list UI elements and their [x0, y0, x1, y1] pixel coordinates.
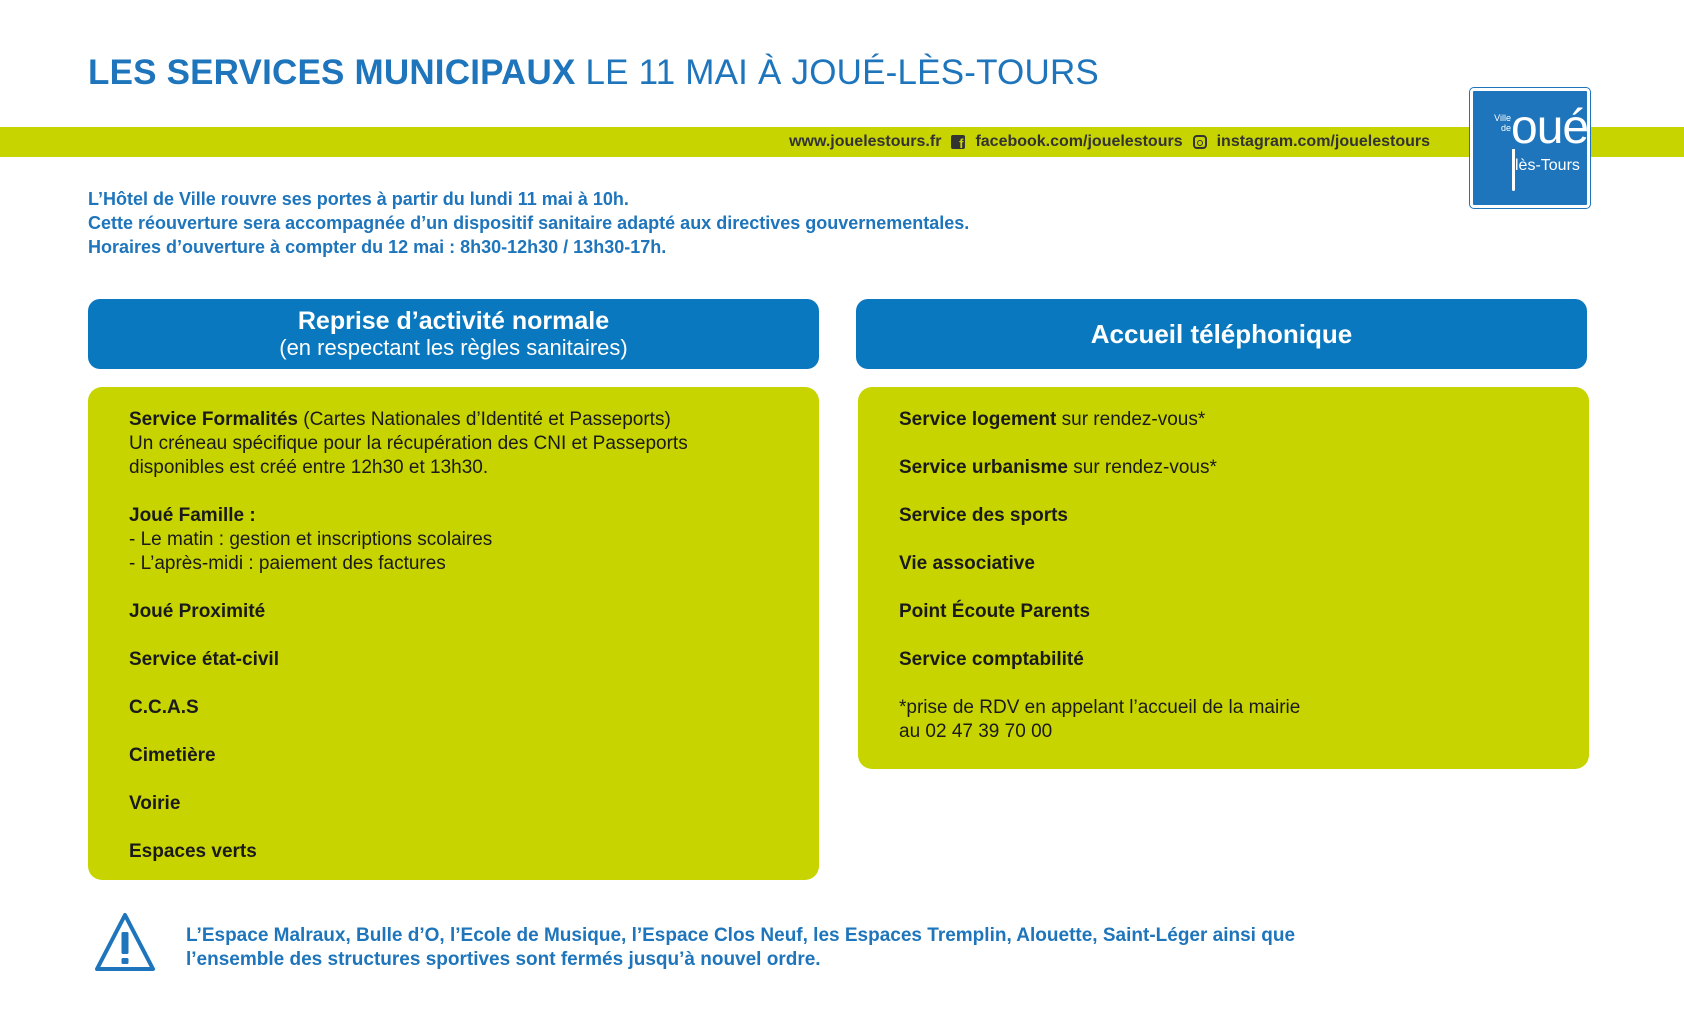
normal-activity-subtitle: (en respectant les règles sanitaires) [279, 335, 628, 360]
joue-les-tours-logo [1470, 88, 1590, 208]
intro-line: Cette réouverture sera accompagnée d’un dispositif sanitaire adapté aux directives gouvernementales. [88, 213, 970, 233]
joue-famille-name: Joué Famille : [129, 505, 256, 526]
instagram-icon [1193, 135, 1207, 149]
logo-ville-text: Ville [1494, 113, 1511, 123]
service-item [129, 744, 819, 768]
phone-service-item [899, 600, 1589, 624]
service-formalites-detail: (Cartes Nationales d’Identité et Passeports) [297, 409, 671, 430]
phone-service-item [899, 504, 1589, 528]
phone-service-name: Service des sports [899, 505, 1068, 526]
service-item-name: Voirie [129, 793, 181, 814]
phone-reception-header [856, 299, 1587, 369]
page-title-bold: LES SERVICES MUNICIPAUX [88, 53, 576, 92]
intro-line: Horaires d’ouverture à compter du 12 mai : 8h30-12h30 / 13h30-17h. [88, 237, 667, 257]
phone-service-name: Point Écoute Parents [899, 601, 1091, 622]
page-title [88, 52, 1099, 94]
service-item-name: Espaces verts [129, 841, 257, 862]
phone-service-note: sur rendez-vous* [1067, 457, 1217, 478]
facebook-icon [951, 135, 965, 149]
phone-service-item [899, 456, 1589, 480]
closure-warning-line: L’Espace Malraux, Bulle d’O, l’Ecole de Musique, l’Espace Clos Neuf, les Espaces Tremplin, Alouette, Saint-Léger ainsi que [186, 925, 1296, 946]
phone-service-item [899, 648, 1589, 672]
phone-service-item [899, 552, 1589, 576]
normal-activity-title: Reprise d’activité normale [297, 307, 610, 335]
intro-line: L’Hôtel de Ville rouvre ses portes à partir du lundi 11 mai à 10h. [88, 189, 629, 209]
phone-service-name: Service urbanisme [899, 457, 1068, 478]
joue-famille-line: - Le matin : gestion et inscriptions scolaires [129, 529, 493, 550]
phone-service-note: sur rendez-vous* [1056, 409, 1206, 430]
phone-service-name: Service logement [899, 409, 1057, 430]
appointment-phone: au 02 47 39 70 00 [899, 721, 1053, 742]
service-item [129, 600, 819, 624]
service-item [129, 792, 819, 816]
normal-activity-panel [88, 387, 819, 880]
service-item-name: Cimetière [129, 745, 216, 766]
service-item-name: C.C.A.S [129, 697, 199, 718]
phone-service-name: Vie associative [899, 553, 1035, 574]
website-link[interactable]: www.jouelestours.fr [789, 133, 942, 150]
joue-famille-line: - L’après-midi : paiement des factures [129, 553, 446, 574]
social-links [789, 127, 1430, 157]
closure-warning-line: l’ensemble des structures sportives sont fermés jusqu’à nouvel ordre. [186, 949, 821, 970]
logo-name: oué [1511, 101, 1589, 154]
normal-activity-header [88, 299, 819, 369]
service-item-name: Service état-civil [129, 649, 279, 670]
joue-famille-title [129, 504, 819, 528]
service-item [129, 648, 819, 672]
phone-service-name: Service comptabilité [899, 649, 1084, 670]
warning-icon [94, 912, 156, 972]
logo-subtitle: lès-Tours [1515, 157, 1580, 174]
service-item [129, 696, 819, 720]
phone-service-item [899, 408, 1589, 432]
service-formalites-name: Service Formalités [129, 409, 298, 430]
service-formalites [129, 408, 819, 432]
closure-warning [186, 924, 1295, 972]
phone-reception-panel [858, 387, 1589, 769]
appointment-footnote: *prise de RDV en appelant l’accueil de la mairie [899, 697, 1301, 718]
logo-de-text: de [1500, 123, 1511, 133]
logo-ville [1483, 113, 1511, 133]
instagram-link[interactable]: instagram.com/jouelestours [1216, 133, 1430, 150]
intro-text [88, 187, 969, 259]
page-title-rest: LE 11 MAI À JOUÉ-LÈS-TOURS [575, 53, 1099, 92]
service-item [129, 840, 819, 864]
formalites-line: disponibles est créé entre 12h30 et 13h30. [129, 457, 489, 478]
service-item-name: Joué Proximité [129, 601, 266, 622]
phone-reception-title: Accueil téléphonique [1090, 319, 1353, 349]
facebook-link[interactable]: facebook.com/jouelestours [975, 133, 1183, 150]
formalites-line: Un créneau spécifique pour la récupération des CNI et Passeports [129, 433, 688, 454]
